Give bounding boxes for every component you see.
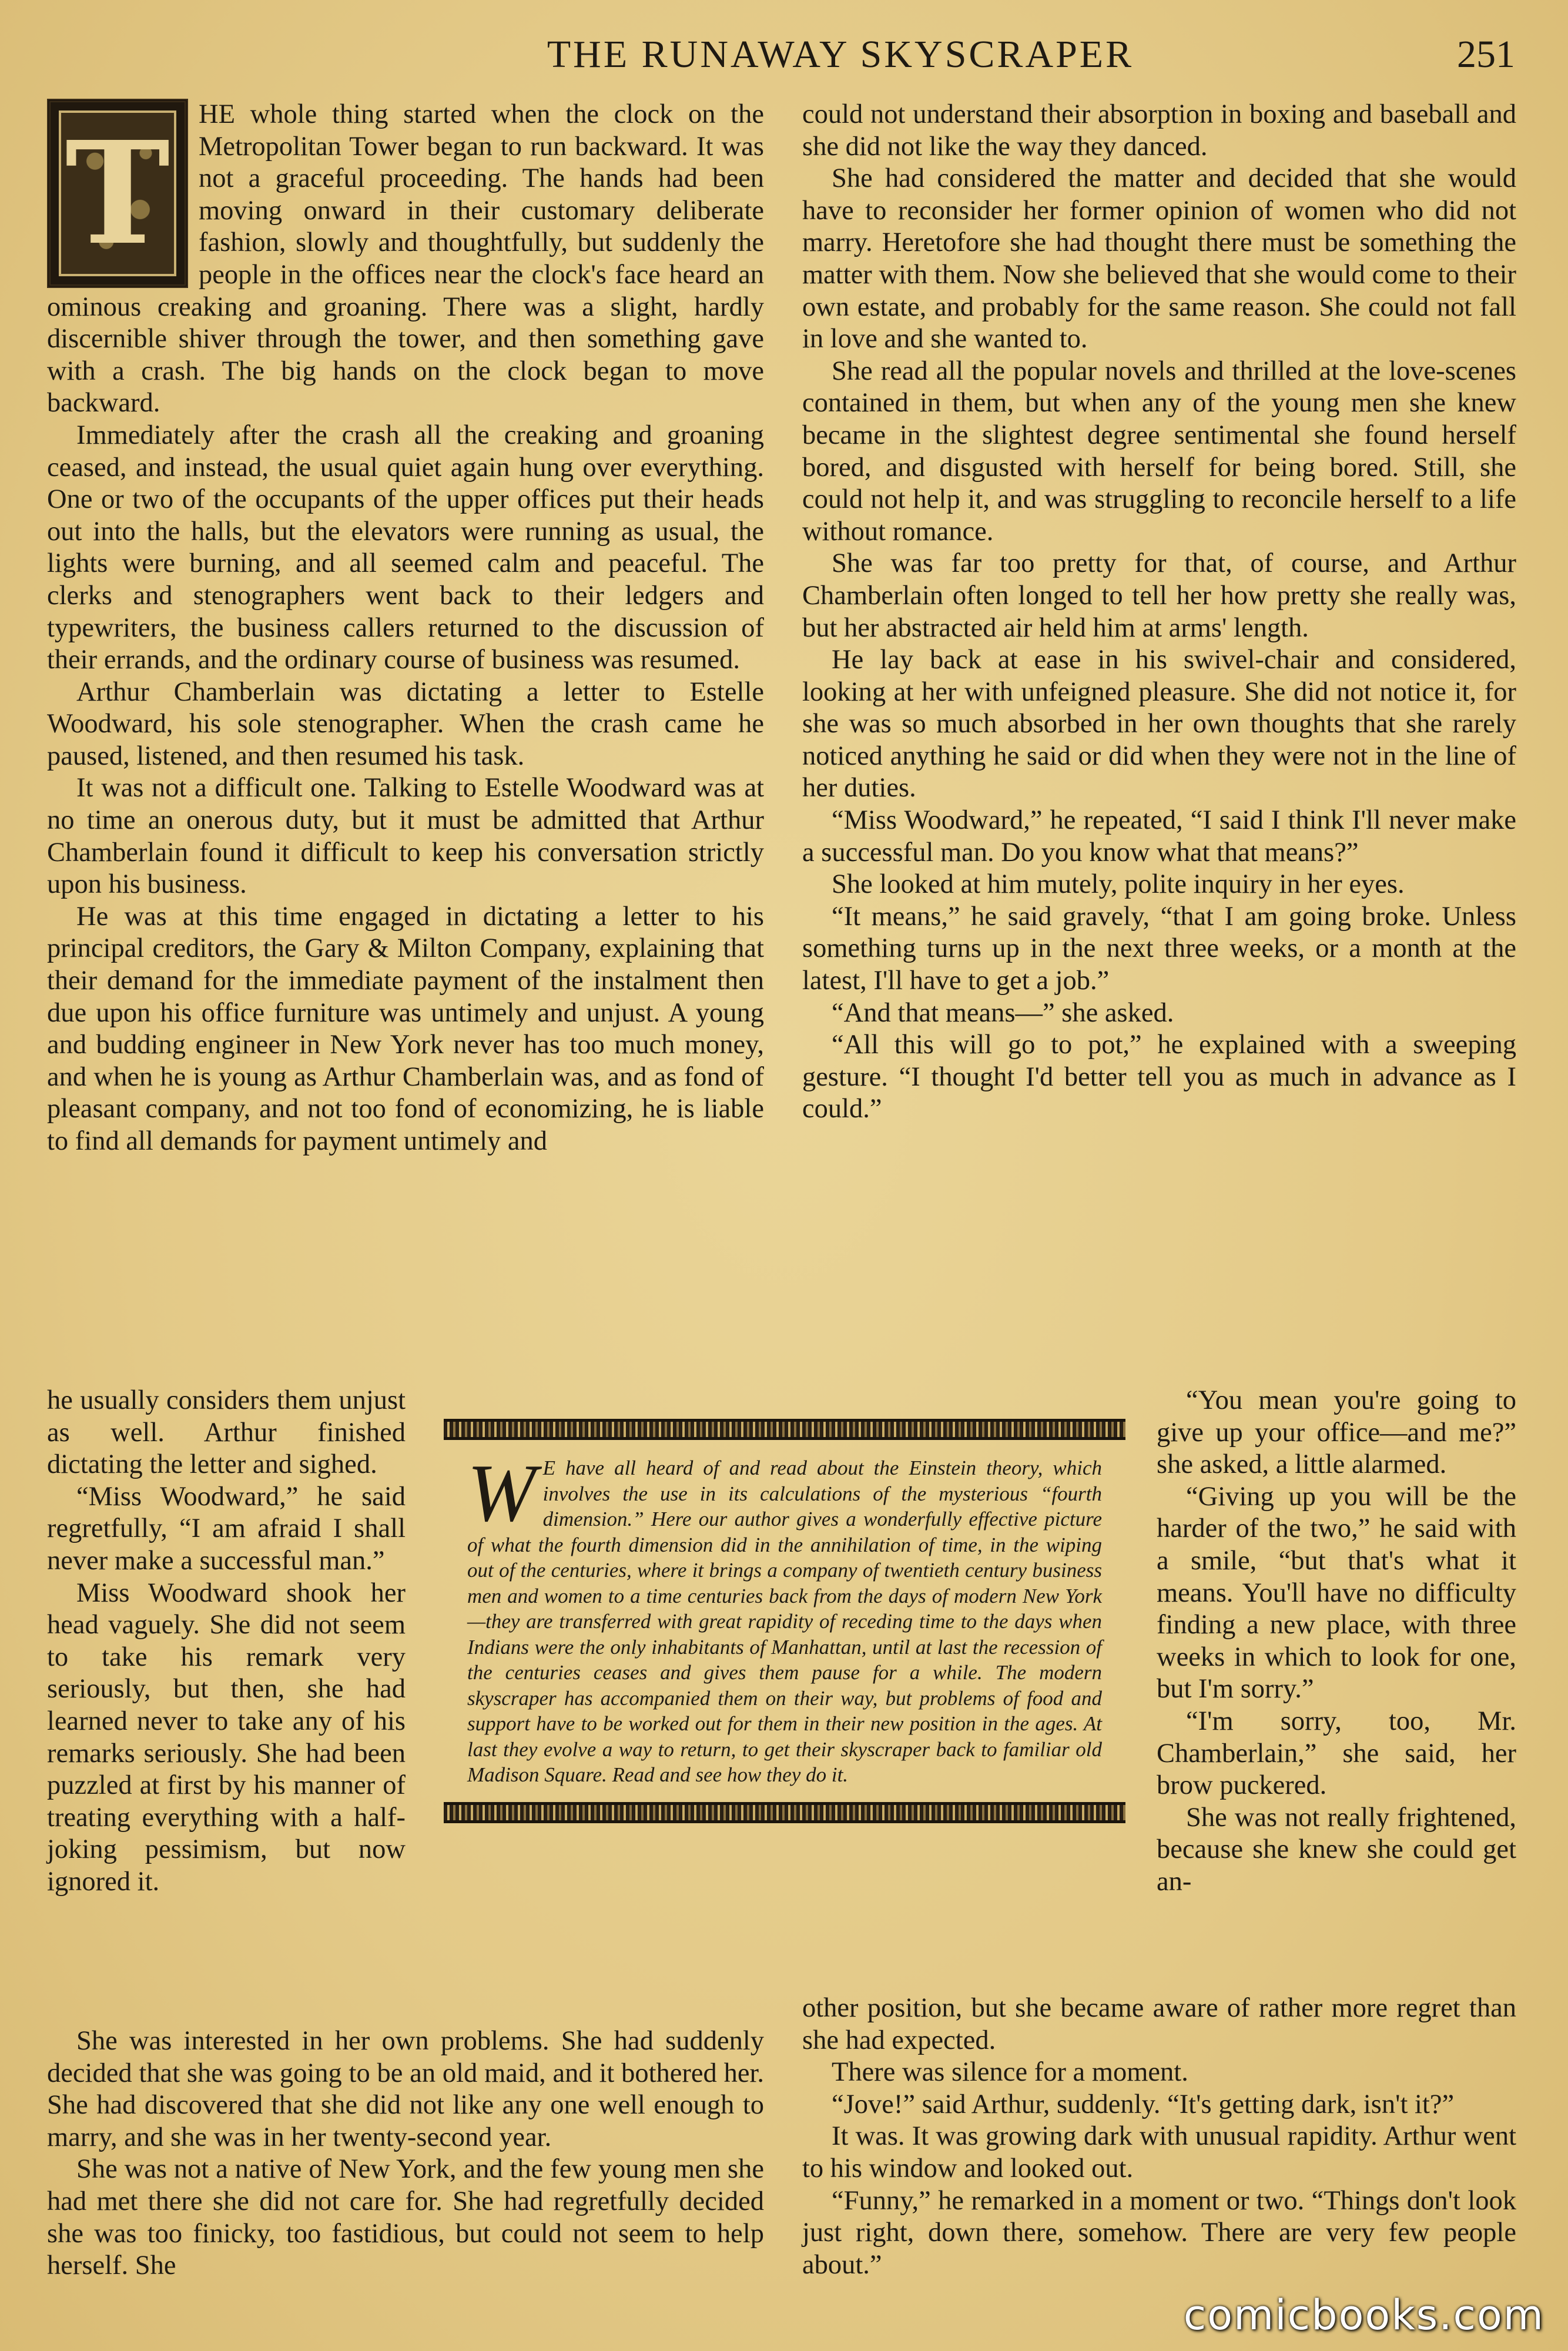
- column-left-top: [47, 99, 764, 1158]
- sidebar-text: E have all heard of and read about the Einstein theory, which involves the use in its calculations of the mysterious “fourth dimension.” Here our author gives a wonderfully effective picture of what the fourth dimension did in the annihilation of time, in the wiping out of the centuries, where it brings a company of twentieth century business men and women to a time centuries back from the days of modern New York—they are transferred with great rapidity of receding time to the days when Indians were the only inhabitants of Manhattan, until at last the recession of the centuries ceases and gives them pause for a while. The modern skyscraper has accompanied them on their way, but problems of food and support have to be worked out for them in their new position in the ages. At last they evolve a way to return, to get their skyscraper back to familiar old Madison Square. Read and see how they do it.: [467, 1456, 1102, 1786]
- paragraph: could not understand their absorption in boxing and baseball and she did not like the way they danced.: [802, 99, 1516, 162]
- paragraph: “Funny,” he remarked in a moment or two. “Things don't look just right, down there, somehow. There are very few people about.”: [802, 2185, 1516, 2280]
- paragraph: “Giving up you will be the harder of the two,” he said with a smile, “but that's what it means. You'll have no difficulty finding a new place, with three weeks in which to look for one, but I'm sorry.”: [1157, 1481, 1516, 1704]
- editorial-sidebar-box: [444, 1419, 1125, 1928]
- paragraph: He was at this time engaged in dictating a letter to his principal creditors, the Gary & Milton Company, explaining that their demand for the immediate payment of the instalment then due upon his office furniture was untimely and unjust. A young and budding engineer in New York never has too much money, and when he is young as Arthur Chamberlain was, and as fond of pleasant company, and not too fond of economizing, he is liable to find all demands for payment untimely and: [47, 901, 764, 1156]
- paragraph: She read all the popular novels and thrilled at the love-scenes contained in them, but when any of the young men she knew became in the slightest degree sentimental she found herself bored, and disgusted with herself for being bored. Still, she could not help it, and was struggling to reconcile herself to a life without romance.: [802, 356, 1516, 547]
- paragraph: “Miss Woodward,” he repeated, “I said I think I'll never make a successful man. Do you know what that means?”: [802, 805, 1516, 868]
- paragraph: She had considered the matter and decided that she would have to reconsider her former opinion of women who did not marry. Heretofore she had thought there must be something the matter with them. Now she believed that she would come to their own estate, and probably for the same reason. She could not fall in love and she wanted to.: [802, 163, 1516, 354]
- column-right-top: [802, 99, 1516, 1126]
- paragraph: He lay back at ease in his swivel-chair and considered, looking at her with unfeigned pleasure. She did not notice it, for she was so much absorbed in her own thoughts that she rarely noticed anything he said or did when they were not in the line of her duties.: [802, 645, 1516, 803]
- dropcap-letter: T: [65, 110, 170, 276]
- paragraph: She was interested in her own problems. She had suddenly decided that she was going to be an old maid, and it bothered her. She had discovered that she did not like any one well enough to marry, and she was in her twenty-second year.: [47, 2026, 764, 2152]
- paragraph: Immediately after the crash all the creaking and groaning ceased, and instead, the usual quiet again hung over everything. One or two of the occupants of the upper offices put their heads out into the halls, but the elevators were running as usual, the lights were burning, and all seemed calm and peaceful. The clerks and stenographers went back to their ledgers and typewriters, the business callers returned to the discussion of their errands, and the ordinary course of business was resumed.: [47, 420, 764, 675]
- paragraph: She was far too pretty for that, of course, and Arthur Chamberlain often longed to tell her how pretty she really was, but her abstracted air held him at arms' length.: [802, 548, 1516, 643]
- paragraph: “I'm sorry, too, Mr. Chamberlain,” she said, her brow puckered.: [1157, 1706, 1516, 1801]
- paragraph: She looked at him mutely, polite inquiry in her eyes.: [832, 869, 1405, 900]
- paragraph: It was. It was growing dark with unusual rapidity. Arthur went to his window and looked out.: [802, 2121, 1516, 2183]
- ornamental-rule-bottom: [444, 1802, 1125, 1823]
- column-left-middle: [47, 1385, 406, 1898]
- page-number: 251: [1457, 33, 1515, 76]
- running-head-title: THE RUNAWAY SKYSCRAPER: [547, 33, 1134, 76]
- sidebar-initial: W: [467, 1448, 536, 1539]
- paragraph: “Jove!” said Arthur, suddenly. “It's getting dark, isn't it?”: [832, 2089, 1455, 2119]
- paragraph: “It means,” he said gravely, “that I am going broke. Unless something turns up in the next three weeks, or a month at the latest, I'll have to get a job.”: [802, 901, 1516, 996]
- column-right-middle: [1157, 1385, 1516, 1898]
- paragraph: Miss Woodward shook her head vaguely. She did not seem to take his remark very seriously, but then, she had learned never to take any of his remarks seriously. She had been puzzled at first by his manner of treating everything with a half-joking pessimism, but now ignored it.: [47, 1578, 406, 1897]
- watermark: comicbooks.com: [1183, 2291, 1544, 2339]
- ornamental-rule-top: [444, 1419, 1125, 1440]
- paragraph: he usually considers them unjust as well. Arthur finished dictating the letter and sighed.: [47, 1385, 406, 1480]
- paragraph: HE whole thing started when the clock on the Metropolitan Tower began to run backward. It was not a graceful proceeding. The hands had been moving onward in their customary deliberate fashion, slowly and thoughtfully, but suddenly the people in the offices near the clock's face heard an ominous creaking and groaning. There was a slight, hardly discernible shiver through the tower, and then something gave with a crash. The big hands on the clock began to move backward.: [47, 99, 764, 418]
- paragraph: She was not really frightened, because she knew she could get an-: [1157, 1802, 1516, 1897]
- paragraph: She was not a native of New York, and the few young men she had met there she did not care for. She had regretfully decided she was too finicky, too fastidious, but could not seem to help herself. She: [47, 2154, 764, 2281]
- paragraph: other position, but she became aware of rather more regret than she had expected.: [802, 1993, 1516, 2055]
- paragraph: “Miss Woodward,” he said regretfully, “I am afraid I shall never make a successful man.”: [47, 1481, 406, 1576]
- ornamental-dropcap: [47, 99, 188, 288]
- column-left-bottom: [47, 2025, 764, 2282]
- paragraph: “You mean you're going to give up your office—and me?” she asked, a little alarmed.: [1157, 1385, 1516, 1480]
- paragraph: It was not a difficult one. Talking to Estelle Woodward was at no time an onerous duty, but it must be admitted that Arthur Chamberlain found it difficult to keep his conversation strictly upon his business.: [47, 773, 764, 900]
- paragraph: “All this will go to pot,” he explained with a sweeping gesture. “I thought I'd better tell you as much in advance as I could.”: [802, 1030, 1516, 1124]
- paragraph: There was silence for a moment.: [832, 2057, 1188, 2088]
- paragraph: Arthur Chamberlain was dictating a letter to Estelle Woodward, his sole stenographer. When the crash came he paused, listened, and then resumed his task.: [47, 677, 764, 771]
- sidebar-blurb: [444, 1440, 1125, 1802]
- paragraph: “And that means—” she asked.: [832, 997, 1174, 1028]
- column-right-bottom: [802, 1992, 1516, 2281]
